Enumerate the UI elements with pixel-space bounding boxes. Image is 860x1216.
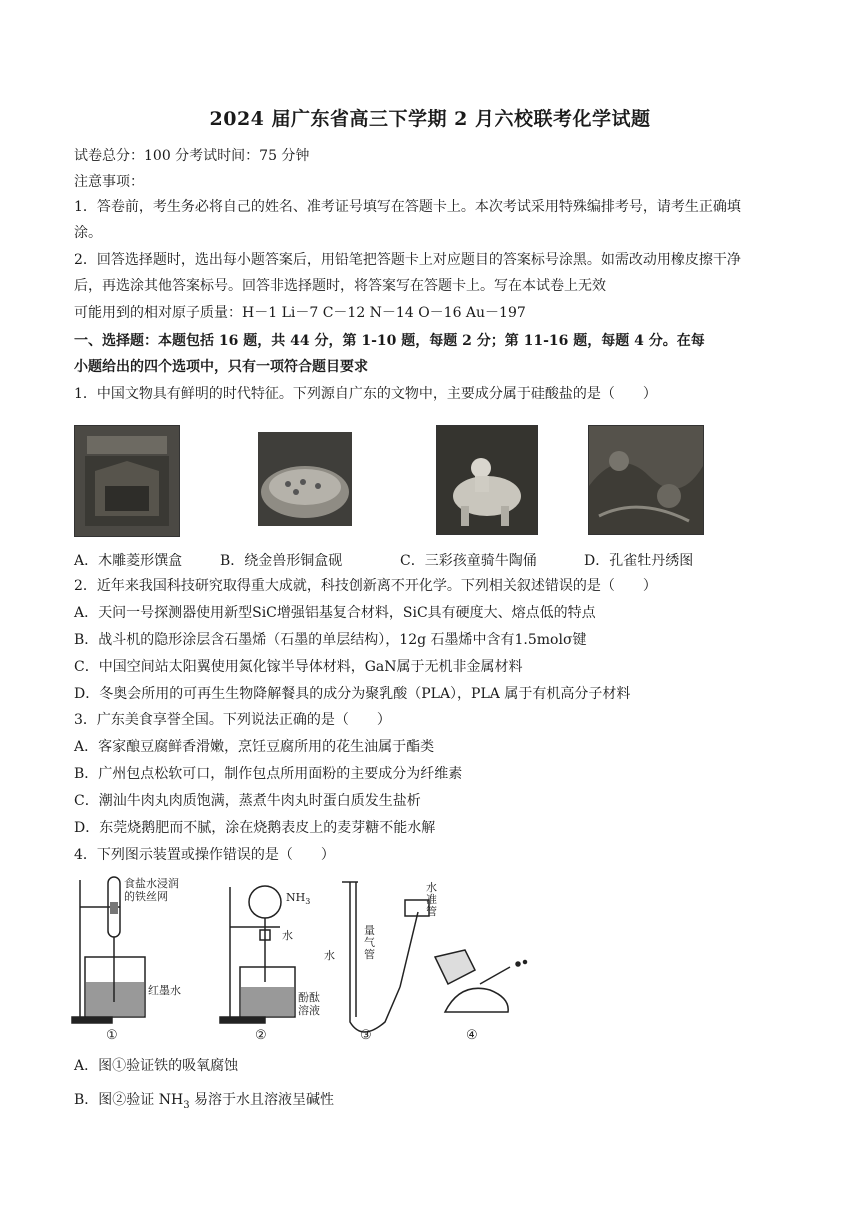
question-2-option-b: B．战斗机的隐形涂层含石墨烯（石墨的单层结构），12g 石墨烯中含有1.5molσ键 — [74, 632, 587, 648]
question-2-option-c: C．中国空间站太阳翼使用氮化镓半导体材料，GaN属于无机非金属材料 — [74, 659, 523, 675]
fig3-label-right: 水准管 — [426, 881, 437, 918]
fig-number-2: ② — [255, 1028, 267, 1043]
notes-heading: 注意事项： — [74, 174, 144, 190]
fig1-label-top: 食盐水浸润 — [124, 877, 179, 890]
fig2-label-water: 水 — [282, 929, 293, 942]
question-4-stem: 4．下列图示装置或操作错误的是（ ） — [74, 847, 335, 863]
question-1-stem: 1．中国文物具有鲜明的时代特征。下列源自广东的文物中，主要成分属于硅酸盐的是（ ） — [74, 386, 657, 402]
atomic-mass-line: 可能用到的相对原子质量：H－1 Li－7 C－12 N－14 O－16 Au－197 — [74, 305, 526, 321]
option-b: B．绕金兽形铜盒砚 — [220, 553, 343, 569]
option-d: D．孔雀牡丹绣图 — [584, 553, 694, 569]
question-2-stem: 2．近年来我国科技研究取得重大成就，科技创新离不开化学。下列相关叙述错误的是（ ） — [74, 578, 657, 594]
note-2-line-2: 后，再选涂其他答案标号。回答非选择题时，将答案写在答题卡上。写在本试卷上无效 — [74, 278, 606, 294]
page-title: 2024 届广东省高三下学期 2 月六校联考化学试题 — [209, 108, 651, 130]
fig2-label-liquid1: 酚酞 — [298, 991, 320, 1004]
fig-number-3: ③ — [360, 1028, 372, 1043]
note-2-line-1: 2．回答选择题时，选出每小题答案后，用铅笔把答题卡上对应题目的答案标号涂黑。如需改动用橡皮擦干净 — [74, 252, 741, 268]
fig-number-1: ① — [106, 1028, 118, 1043]
fig2-label-liquid2: 溶液 — [298, 1004, 320, 1017]
question-4-option-b: B．图②验证 $NH_3$ 易溶于水且溶液呈碱性 — [74, 1092, 335, 1111]
fig1-label-liquid: 红墨水 — [148, 984, 181, 997]
wood-box-photo — [74, 425, 180, 537]
option-c: C．三彩孩童骑牛陶俑 — [400, 553, 537, 569]
option-a: A．木雕菱形馔盒 — [74, 553, 183, 569]
question-2-option-d: D．冬奥会所用的可再生生物降解餐具的成分为聚乳酸（PLA），PLA 属于有机高分子材料 — [74, 686, 631, 702]
question-2-option-a: A．天问一号探测器使用新型SiC增强铝基复合材料，SiC具有硬度大、熔点低的特点 — [74, 605, 596, 621]
bronze-inkstone-photo — [258, 432, 352, 526]
question-4-option-a: A．图①验证铁的吸氧腐蚀 — [74, 1058, 239, 1074]
embroidery-photo — [588, 425, 704, 535]
fig3-label-tube: 量气管 — [364, 924, 375, 961]
fig3-label-left: 水 — [324, 949, 335, 962]
note-1-line-1: 1．答卷前，考生务必将自己的姓名、准考证号填写在答题卡上。本次考试采用特殊编排考号，请考生正确填 — [74, 199, 741, 215]
question-3-option-b: B．广州包点松软可口，制作包点所用面粉的主要成分为纤维素 — [74, 766, 463, 782]
question-3-option-c: C．潮汕牛肉丸肉质饱满，蒸煮牛肉丸时蛋白质发生盐析 — [74, 793, 421, 809]
note-1-line-2: 涂。 — [74, 225, 102, 241]
fig2-label-gas: $NH_3$ — [286, 891, 311, 907]
section-1-heading-line-1: 一、选择题：本题包括 16 题，共 44 分，第 1-10 题，每题 2 分；第 11-16 题，每题 4 分。在每 — [74, 333, 705, 349]
question-3-stem: 3．广东美食享誉全国。下列说法正确的是（ ） — [74, 712, 391, 728]
section-1-heading-line-2: 小题给出的四个选项中，只有一项符合题目要求 — [74, 359, 368, 375]
fig1-label-top2: 的铁丝网 — [124, 890, 168, 903]
fig-number-4: ④ — [466, 1028, 478, 1043]
question-1-options — [74, 550, 794, 570]
question-3-option-a: A．客家酿豆腐鲜香滑嫩，烹饪豆腐所用的花生油属于酯类 — [74, 739, 435, 755]
ceramic-figurine-photo — [436, 425, 538, 535]
question-3-option-d: D．东莞烧鹅肥而不腻，涂在烧鹅表皮上的麦芽糖不能水解 — [74, 820, 436, 836]
exam-info: 试卷总分：100 分考试时间：75 分钟 — [74, 148, 310, 164]
